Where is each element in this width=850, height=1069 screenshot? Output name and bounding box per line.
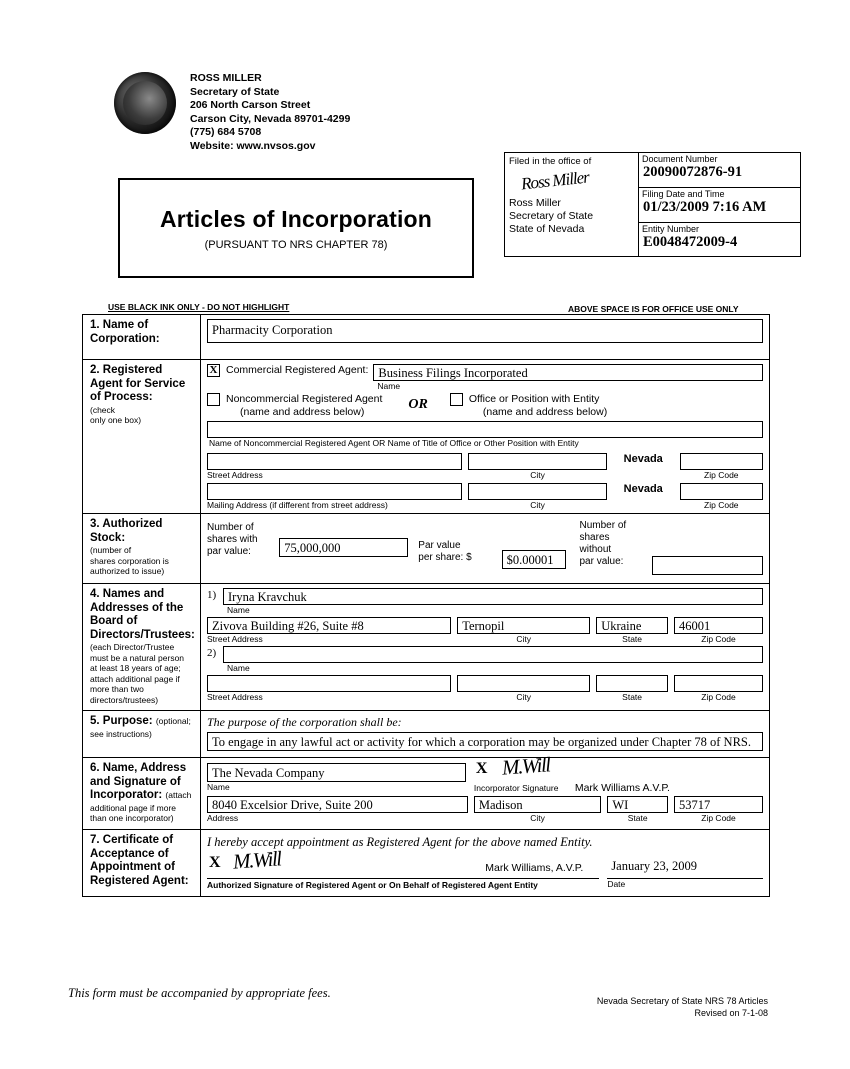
agent-mailing-city-caption: City — [530, 500, 545, 510]
section-7-label — [83, 830, 201, 896]
director-1-name-value: Iryna Kravchuk — [228, 590, 307, 604]
incorporator-zip-input[interactable] — [674, 796, 763, 813]
section-2-label-line3: of Process: — [90, 391, 153, 403]
noncommercial-name-input[interactable] — [207, 421, 763, 438]
section-5-label-note: (optional; — [155, 716, 191, 726]
director-2-zip-caption: Zip Code — [701, 692, 736, 702]
commercial-agent-input[interactable] — [373, 364, 763, 381]
incorporator-name-caption: Name — [207, 782, 230, 792]
section-4-label-note5: more than two — [90, 684, 144, 694]
section-2-label-note: (check — [90, 404, 116, 415]
section-6-body — [201, 752, 769, 829]
director-1-state-value: Ukraine — [601, 619, 642, 633]
section-6-label-note: (attach — [165, 790, 192, 800]
section-3-label-line1: 3. Authorized — [90, 518, 163, 530]
filing-date-label: Filing Date and Time — [642, 189, 725, 199]
office-position-label-line2: (name and address below) — [482, 405, 608, 418]
noncommercial-name-caption: Name of Noncommercial Registered Agent OR Name of Title of Office or Other Position with Entity — [209, 438, 579, 448]
section-6-label-line1: 6. Name, Address — [90, 762, 187, 774]
acceptance-date-value: January 23, 2009 — [611, 859, 698, 873]
office-address-1: 206 North Carson Street — [190, 99, 311, 111]
section-7-label-line2: Acceptance of — [90, 847, 169, 860]
noncommercial-agent-label-line1: Noncommercial Registered Agent — [226, 393, 383, 405]
filed-in-office-label: Filed in the office of — [509, 156, 592, 167]
filing-date-value: 01/23/2009 7:16 AM — [643, 199, 767, 215]
section-1-label — [83, 315, 201, 359]
incorporator-address-input[interactable] — [207, 796, 468, 813]
section-6-label-line3 — [90, 789, 195, 803]
agent-street-caption: Street Address — [207, 470, 263, 480]
section-4-label-note: (each Director/Trustee — [90, 642, 175, 652]
agent-mailing-city-input[interactable] — [468, 483, 607, 500]
articles-form — [82, 314, 770, 897]
agent-signature-caption: Authorized Signature of Registered Agent or On Behalf of Registered Agent Entity — [207, 880, 538, 890]
section-5-body — [201, 711, 769, 757]
director-2-city-input[interactable] — [457, 675, 590, 692]
commercial-agent-label: Commercial Registered Agent: — [226, 364, 369, 376]
incorporator-city-value: Madison — [478, 798, 523, 812]
shares-with-par-value: 75,000,000 — [284, 541, 341, 555]
filing-date-row — [638, 188, 800, 223]
director-1-index: 1) — [207, 589, 217, 601]
incorporator-address-value: 8040 Excelsior Drive, Suite 200 — [212, 798, 373, 812]
director-2-state-caption: State — [622, 692, 643, 702]
director-1-street-caption: Street Address — [207, 634, 263, 644]
director-2-name-caption: Name — [227, 663, 250, 673]
par-value-label-line1: Par value — [418, 540, 461, 551]
section-2-label — [83, 360, 201, 513]
agent-street-address-grid — [207, 453, 763, 480]
section-3-body — [201, 514, 769, 583]
par-value-label-line2: per share: $ — [418, 552, 472, 563]
par-value-input[interactable] — [502, 550, 566, 569]
shares-without-par-label — [580, 520, 652, 575]
form-subtitle: (PURSUANT TO NRS CHAPTER 78) — [204, 238, 388, 251]
section-2-label-line2: Agent for Service — [90, 377, 186, 390]
section-2-label-line1: 2. Registered — [90, 364, 163, 376]
section-3-label-note3: authorized to issue) — [90, 566, 165, 576]
director-1-state-caption: State — [622, 634, 643, 644]
filing-officer-state: State of Nevada — [509, 223, 585, 235]
filing-stamp-right — [638, 153, 800, 256]
footer-revision-line2: Revised on 7-1-08 — [694, 1008, 768, 1018]
footer-fee-note: This form must be accompanied by appropriate fees. — [68, 986, 331, 1000]
section-7-label-line3: Appointment of — [90, 861, 175, 873]
entity-number-row — [638, 223, 800, 258]
director-2-zip-input[interactable] — [674, 675, 763, 692]
incorporator-state-caption: State — [627, 813, 648, 823]
section-7-label-line1: 7. Certificate of — [90, 834, 174, 846]
office-position-checkbox[interactable] — [450, 393, 463, 406]
incorporator-zip-caption: Zip Code — [701, 813, 736, 823]
footer-revision — [572, 995, 768, 1019]
corporation-name-input[interactable] — [207, 319, 763, 343]
section-6-label-line2: and Signature of — [90, 775, 181, 788]
incorporator-signature-x: X — [475, 760, 488, 777]
director-1-name-row — [207, 588, 763, 615]
incorporator-city-input[interactable] — [474, 796, 601, 813]
director-1-zip-input[interactable] — [674, 617, 763, 634]
filing-stamp-left — [505, 153, 639, 256]
director-1-street-value: Zivova Building #26, Suite #8 — [212, 619, 364, 633]
section-7-label-line4: Registered Agent: — [90, 874, 189, 887]
shares-with-par-label-line2: shares with — [207, 534, 258, 545]
director-1-address-grid — [207, 617, 763, 644]
section-3-label-note2: shares corporation is — [90, 555, 169, 566]
section-6-label-note2: additional page if more — [90, 802, 177, 813]
agent-city-caption: City — [530, 470, 545, 480]
black-ink-note-text: USE BLACK INK ONLY - DO NOT HIGHLIGHT — [108, 302, 290, 312]
incorporator-city-caption: City — [530, 813, 545, 823]
agent-city-input[interactable] — [468, 453, 607, 470]
section-1-body — [201, 315, 769, 359]
entity-number-value: E0048472009-4 — [643, 234, 738, 250]
director-2-street-caption: Street Address — [207, 692, 263, 702]
section-4-label-line1: 4. Names and — [90, 588, 165, 600]
director-1-zip-value: 46001 — [679, 619, 711, 633]
entity-number-label: Entity Number — [642, 224, 700, 234]
director-1-name-input[interactable] — [223, 588, 763, 605]
stock-grid — [207, 520, 763, 575]
shares-with-par-label — [207, 520, 279, 575]
acceptance-date-caption: Date — [607, 879, 626, 889]
section-5-label-note2: see instructions) — [90, 728, 152, 739]
acceptance-signature-grid — [207, 846, 763, 890]
commercial-agent-checkbox[interactable]: X — [207, 364, 220, 377]
par-value-label — [418, 520, 501, 575]
section-1-label-line1: 1. Name of — [90, 319, 149, 331]
director-2-city-caption: City — [516, 692, 531, 702]
section-4-label-note6: directors/trustees) — [90, 694, 159, 705]
black-ink-note — [108, 302, 289, 312]
section-6-label-note3: than one incorporator) — [90, 813, 174, 823]
purpose-value: To engage in any lawful act or activity for which a corporation may be organized under Chapter 78 of NRS. — [212, 735, 752, 749]
director-1-name-caption: Name — [227, 605, 250, 615]
director-1-state-input[interactable] — [596, 617, 668, 634]
office-use-note: ABOVE SPACE IS FOR OFFICE USE ONLY — [568, 304, 739, 314]
section-6-incorporator — [83, 752, 769, 830]
sos-signature-image: Ross Miller — [520, 167, 590, 194]
section-4-label-line2: Addresses of the — [90, 601, 184, 614]
section-2-body — [201, 360, 769, 513]
section-6-label — [83, 758, 201, 829]
director-2-street-input[interactable] — [207, 675, 451, 692]
commercial-agent-caption: Name — [377, 381, 401, 391]
section-2-registered-agent — [83, 360, 769, 514]
commercial-agent-row — [207, 364, 763, 391]
shares-without-par-input[interactable] — [652, 556, 763, 575]
noncommercial-agent-checkbox[interactable] — [207, 393, 220, 406]
corporation-name-value: Pharmacity Corporation — [212, 323, 333, 337]
office-position-label — [469, 393, 607, 418]
section-3-label-line2: Stock: — [90, 531, 126, 544]
agent-zip-caption: Zip Code — [704, 470, 739, 480]
document-number-row — [638, 153, 800, 188]
section-5-purpose — [83, 711, 769, 758]
director-2-name-row — [207, 646, 763, 673]
section-4-label-note4: attach additional page if — [90, 673, 180, 684]
incorporator-state-input[interactable] — [607, 796, 668, 813]
shares-without-par-label-line2: shares — [579, 532, 610, 543]
state-seal-icon — [114, 72, 176, 134]
agent-signature-image: M.Will — [232, 846, 282, 874]
agent-mailing-state-value: Nevada — [623, 483, 663, 495]
form-title-box — [118, 178, 474, 278]
noncommercial-agent-label — [226, 393, 382, 418]
director-2-state-input[interactable] — [596, 675, 668, 692]
section-4-label — [83, 584, 201, 710]
shares-without-par-label-line4: par value: — [579, 556, 624, 567]
director-2-address-grid — [207, 675, 763, 702]
director-1-street-input[interactable] — [207, 617, 451, 634]
shares-with-par-label-line3: par value: — [207, 546, 251, 557]
officer-name: ROSS MILLER — [190, 72, 262, 84]
secretary-of-state-block — [190, 72, 350, 153]
officer-title: Secretary of State — [190, 85, 280, 98]
section-7-certificate-acceptance — [83, 830, 769, 896]
incorporator-zip-value: 53717 — [679, 798, 711, 812]
shares-with-par-label-line1: Number of — [207, 522, 254, 533]
document-number-label: Document Number — [642, 154, 718, 164]
agent-zip-input[interactable] — [680, 453, 763, 470]
office-position-label-line1: Office or Position with Entity — [468, 393, 600, 405]
director-2-index: 2) — [207, 647, 217, 659]
agent-state-value: Nevada — [623, 453, 663, 465]
agent-street-input[interactable] — [207, 453, 462, 470]
footer-revision-line1: Nevada Secretary of State NRS 78 Articles — [596, 996, 768, 1006]
section-4-label-note2: must be a natural person — [90, 652, 185, 663]
section-4-label-note3: at least 18 years of age; — [90, 663, 181, 673]
office-address-2: Carson City, Nevada 89701-4299 — [190, 112, 351, 125]
office-website: Website: www.nvsos.gov — [190, 139, 316, 152]
section-5-label-text: 5. Purpose: — [90, 715, 153, 727]
purpose-prompt: The purpose of the corporation shall be: — [207, 715, 402, 729]
director-1-zip-caption: Zip Code — [701, 634, 736, 644]
section-1-name-of-corporation — [83, 315, 769, 360]
agent-signature-x: X — [209, 854, 221, 871]
director-1-city-input[interactable] — [457, 617, 590, 634]
noncommercial-agent-label-line2: (name and address below) — [240, 405, 365, 418]
section-4-label-line4: Directors/Trustees: — [90, 628, 195, 641]
incorporator-signature-image: M.Will — [501, 752, 551, 780]
agent-mailing-address-grid — [207, 483, 763, 510]
incorporator-name-grid — [207, 752, 763, 794]
filing-officer-title: Secretary of State — [509, 210, 594, 222]
filing-officer-lines — [509, 197, 593, 236]
agent-mailing-zip-caption: Zip Code — [704, 500, 739, 510]
section-4-label-line3: Board of — [90, 615, 138, 627]
incorporator-name-value: The Nevada Company — [212, 766, 325, 780]
commercial-agent-value: Business Filings Incorporated — [378, 366, 528, 380]
section-3-label-note: (number of — [90, 545, 132, 555]
incorporator-address-grid — [207, 796, 763, 823]
office-phone: (775) 684 5708 — [190, 126, 262, 138]
incorporator-address-caption: Address — [207, 813, 239, 823]
shares-with-par-input[interactable] — [279, 538, 408, 557]
section-4-body — [201, 584, 769, 710]
section-1-label-line2: Corporation: — [90, 332, 160, 345]
incorporator-state-value: WI — [612, 798, 629, 812]
agent-mailing-input[interactable] — [207, 483, 462, 500]
filing-officer-name: Ross Miller — [509, 197, 561, 209]
director-1-city-value: Ternopil — [462, 619, 505, 633]
shares-without-par-label-line1: Number of — [579, 520, 627, 531]
section-7-body — [201, 830, 769, 896]
section-6-label-text: Incorporator: — [90, 789, 163, 801]
agent-mailing-zip-input[interactable] — [680, 483, 763, 500]
section-3-authorized-stock — [83, 514, 769, 584]
section-5-label — [83, 711, 201, 757]
agent-signature-name: Mark Williams, A.V.P. — [485, 862, 584, 874]
shares-without-par-label-line3: without — [579, 544, 612, 555]
par-value-value: $0.00001 — [506, 553, 554, 567]
director-2-name-input[interactable] — [223, 646, 763, 663]
section-4-directors — [83, 584, 769, 711]
director-1-city-caption: City — [516, 634, 531, 644]
acceptance-statement: I hereby accept appointment as Registered Agent for the above named Entity. — [207, 835, 593, 849]
incorporator-signature-caption: Incorporator Signature — [473, 783, 559, 793]
or-separator: OR — [408, 397, 428, 412]
document-number-value: 20090072876-91 — [643, 164, 743, 180]
section-3-label — [83, 514, 201, 583]
incorporator-name-input[interactable] — [207, 763, 466, 782]
form-title: Articles of Incorporation — [159, 205, 433, 232]
filing-stamp-box — [504, 152, 801, 257]
section-2-label-note2: only one box) — [90, 415, 142, 425]
incorporator-signature-name: Mark Williams A.V.P. — [574, 782, 670, 794]
agent-mailing-caption: Mailing Address (if different from street address) — [207, 500, 388, 510]
purpose-input[interactable] — [207, 732, 763, 751]
section-5-label-line1 — [90, 715, 195, 729]
agent-type-row — [207, 393, 763, 418]
